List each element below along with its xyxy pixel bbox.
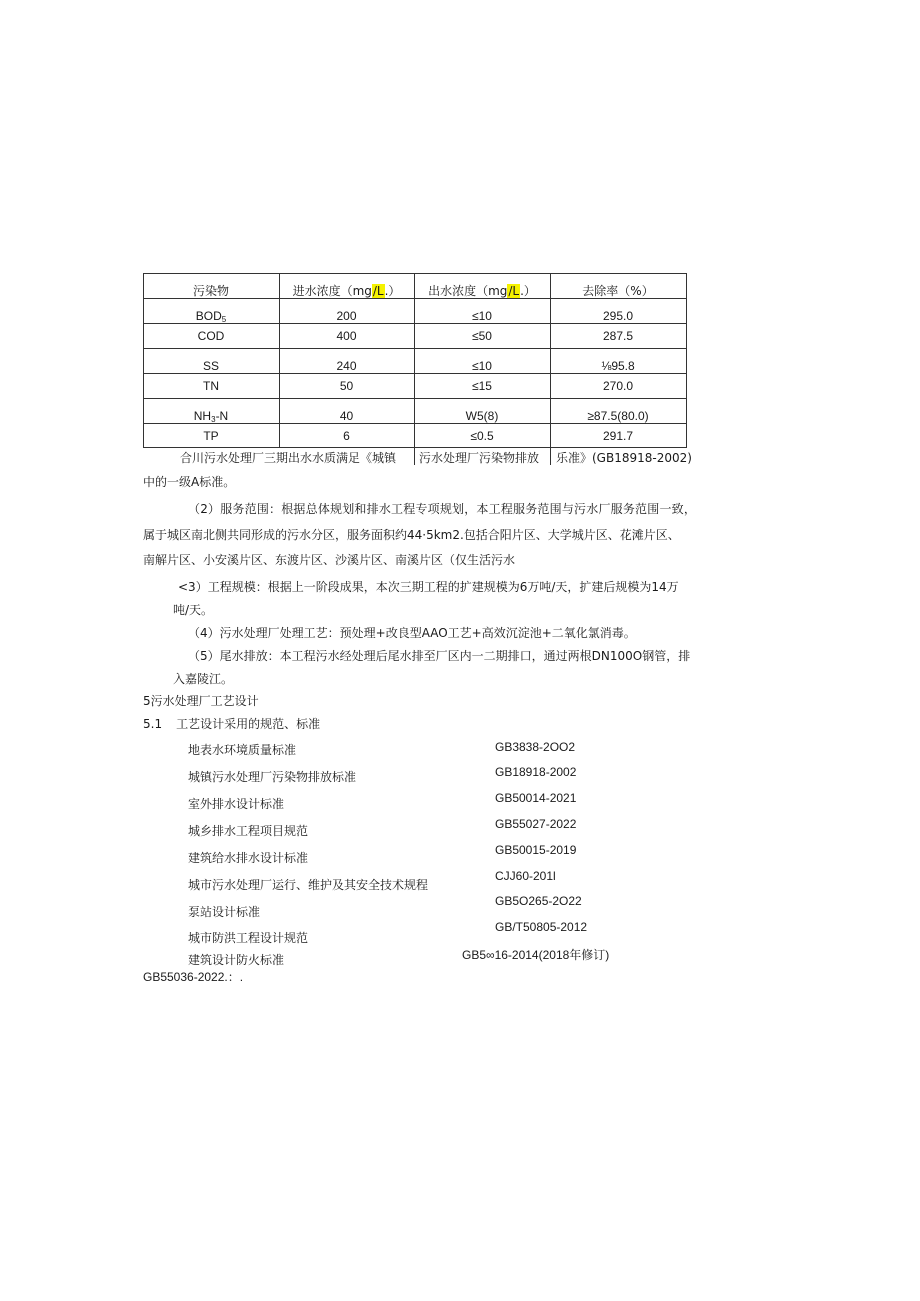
paragraph-discharge-line2: 入嘉陵江。 xyxy=(173,672,234,686)
table-cell-removal: ⅛95.8 xyxy=(601,359,635,373)
list-item-standard-name: 城镇污水处理厂污染物排放标准 xyxy=(188,770,357,784)
paragraph-process: （4）污水处理厂处理工艺：预处理+改良型AAO工艺+高效沉淀池+二氧化氯消毒。 xyxy=(188,626,636,640)
table-row-name: TP xyxy=(203,429,219,443)
table-cell-removal: ≥87.5(80.0) xyxy=(587,409,649,423)
list-item-standard-name: 室外排水设计标准 xyxy=(188,797,285,811)
list-item-standard-code: GB3838-2OO2 xyxy=(495,740,576,754)
table-cell-removal: 270.0 xyxy=(602,379,634,393)
bottom-note: GB55036-2022.：. xyxy=(143,970,244,984)
highlight-mark: /L xyxy=(372,284,384,298)
table-cell-inflow: 40 xyxy=(339,409,354,423)
list-item-standard-name: 城市污水处理厂运行、维护及其安全技术规程 xyxy=(188,878,429,892)
table-cell-outflow: ≤10 xyxy=(472,359,492,373)
list-item-standard-name: 建筑给水排水设计标准 xyxy=(188,851,309,865)
list-item-standard-name: 泵站设计标准 xyxy=(188,905,261,919)
paragraph-service-scope-line2: 属于城区南北侧共同形成的污水分区，服务面积约44·5km2.包括合阳片区、大学城片区、花滩片区、 xyxy=(143,528,680,542)
table-row-name: $NH_3-N$ xyxy=(193,409,229,424)
table-row-name: TN xyxy=(203,379,219,393)
table-row-name: SS xyxy=(202,359,219,373)
clipped-line xyxy=(188,949,285,967)
list-item-standard-code: GB5O265-2O22 xyxy=(495,894,582,908)
paragraph-discharge-line1: （5）尾水排放：本工程污水经处理后尾水排至厂区内一二期排口，通过两根DN100O钢管，排 xyxy=(188,649,691,663)
paragraph-scale-line1: <3）工程规模：根据上一阶段成果，本次三期工程的扩建规模为6万吨/天，扩建后规模为14万 xyxy=(178,580,679,594)
list-item-standard-code: GB55027-2022 xyxy=(495,817,577,831)
table-cell-removal: 291.7 xyxy=(602,429,634,443)
list-item-standard-name: 建筑设计防火标准 xyxy=(188,953,285,967)
paragraph-service-scope-line3: 南解片区、小安溪片区、东渡片区、沙溪片区、南溪片区（仅生活污水 xyxy=(143,553,516,567)
water-quality-table xyxy=(143,273,692,465)
table-cell-inflow: 50 xyxy=(339,379,354,393)
table-cell-inflow: 6 xyxy=(343,429,350,443)
list-item-standard-name: 城市防洪工程设计规范 xyxy=(188,931,309,945)
paragraph-scale-line2: 吨/天。 xyxy=(173,603,214,617)
table-cell-inflow: 240 xyxy=(336,359,357,373)
list-item-standard-code: GB18918-2002 xyxy=(495,765,577,779)
header-pollutant: 污染物 xyxy=(192,284,229,298)
table-cell-outflow: ≤10 xyxy=(472,309,492,323)
list-item-standard-code: GB/T50805-2012 xyxy=(495,920,588,934)
paragraph-standard-cont: 中的一级A标准。 xyxy=(143,475,236,489)
list-item-standard-name: 城乡排水工程项目规范 xyxy=(188,824,309,838)
table-footer-text-2: 污水处理厂污染物排放 xyxy=(419,451,540,465)
highlight-mark: /L xyxy=(508,284,520,298)
list-item-standard-code: CJJ60-201l xyxy=(495,869,556,883)
subsection-heading: 5.1 工艺设计采用的规范、标准 xyxy=(143,717,321,731)
table-footer-text-3: 乐准》(GB18918-2002) xyxy=(556,451,692,465)
list-item-standard-name: 地表水环境质量标准 xyxy=(188,743,297,757)
header-inflow: 进水浓度（mg/L.） xyxy=(292,284,401,298)
header-outflow: 出水浓度（mg/L.） xyxy=(428,284,536,298)
table-cell-outflow: ≤50 xyxy=(472,329,492,343)
section-heading: 5污水处理厂工艺设计 xyxy=(143,694,259,708)
table-footer-text-1: 合川污水处理厂三期出水水质满足《城镇 xyxy=(180,451,397,465)
table-cell-removal: 287.5 xyxy=(602,329,634,343)
paragraph-service-scope-line1: （2）服务范围：根据总体规划和排水工程专项规划，本工程服务范围与污水厂服务范围一致， xyxy=(188,502,697,516)
table-cell-outflow: ≤0.5 xyxy=(470,429,494,443)
list-item-standard-code: GB50015-2019 xyxy=(495,843,577,857)
table-cell-inflow: 200 xyxy=(336,309,357,323)
table-cell-outflow: W5(8) xyxy=(465,409,499,423)
header-removal: 去除率（%） xyxy=(582,284,654,298)
list-item-standard-code: GB5∞16-2014(2018年修订) xyxy=(462,948,610,962)
table-row-name: COD xyxy=(197,329,225,343)
table-cell-removal: 295.0 xyxy=(602,309,634,323)
table-cell-inflow: 400 xyxy=(336,329,357,343)
table-row-name: $BOD_5$ xyxy=(195,309,227,324)
table-cell-outflow: ≤15 xyxy=(472,379,492,393)
list-item-standard-code: GB50014-2021 xyxy=(495,791,577,805)
